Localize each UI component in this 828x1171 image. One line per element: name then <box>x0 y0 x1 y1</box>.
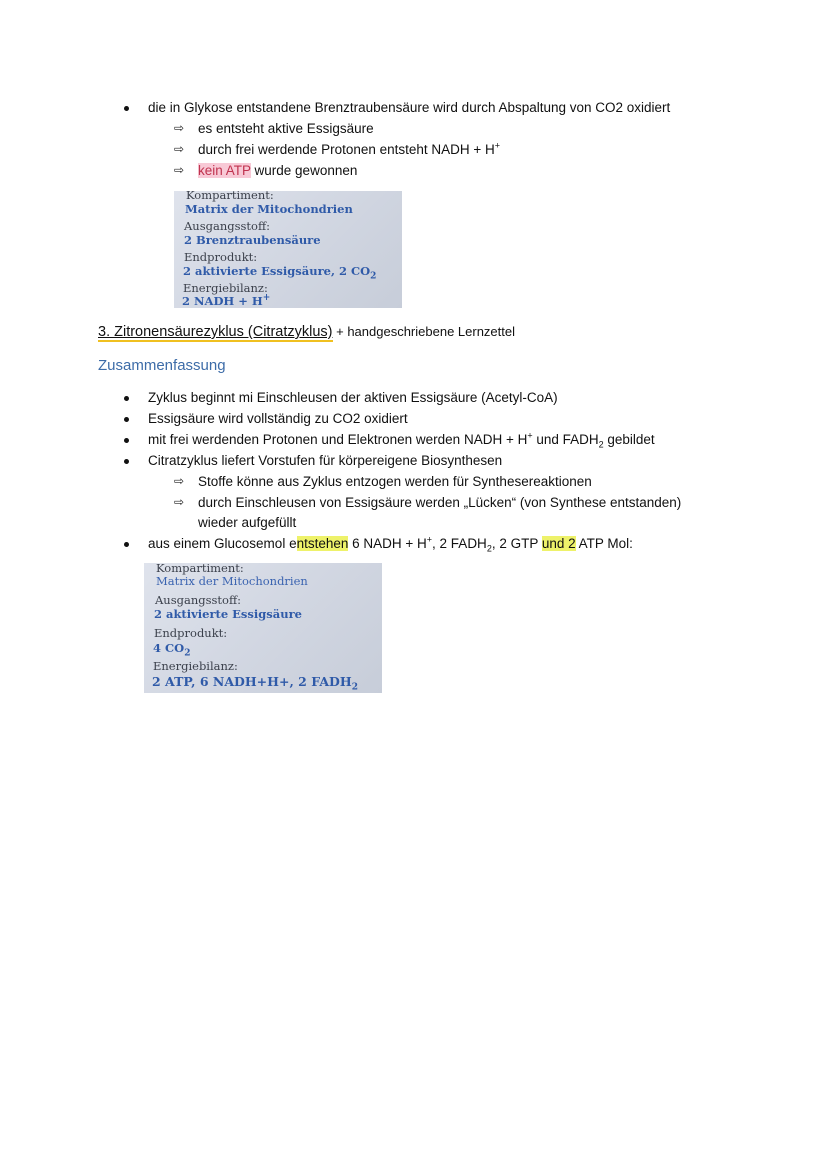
bullet-nadh-fadh-a: mit frei werdenden Protonen und Elektronen werden NADH + H <box>148 432 528 447</box>
bullet-marker <box>124 417 129 422</box>
arrow-icon: ⇨ <box>174 121 185 135</box>
photo-value-ausgangsstoff: 2 aktivierte Essigsäure <box>154 607 302 621</box>
photo-value-endprodukt-text: 2 aktivierte Essigsäure, 2 CO <box>183 264 371 278</box>
bullet-nadh-fadh <box>148 430 655 450</box>
arrow-icon: ⇨ <box>174 495 185 509</box>
sub-nadh-text: durch frei werdende Protonen entsteht NADH + H <box>198 142 495 157</box>
photo-label-kompartiment: Kompartiment: <box>186 191 274 202</box>
superscript-plus: + <box>494 140 501 151</box>
photo-value-endprodukt <box>183 264 376 280</box>
superscript-plus: + <box>426 534 433 545</box>
photo-value-energiebilanz-text: 2 NADH + H <box>182 294 263 308</box>
photo-label-energiebilanz: Energiebilanz: <box>183 281 268 295</box>
photo-value-endprodukt-text: 4 CO <box>153 641 185 655</box>
bullet-marker <box>124 396 129 401</box>
subscript-2: 2 <box>598 439 604 450</box>
subscript-2: 2 <box>370 271 377 282</box>
bullet-essigsaeure-oxidiert: Essigsäure wird vollständig zu CO2 oxidiert <box>148 411 408 426</box>
photo-value-kompartiment: Matrix der Mitochondrien <box>185 202 353 216</box>
heading-suffix: + handgeschriebene Lernzettel <box>332 324 515 339</box>
subscript-2: 2 <box>184 648 191 659</box>
photo-label-energiebilanz: Energiebilanz: <box>153 659 238 673</box>
photo-value-ausgangsstoff: 2 Brenztraubensäure <box>184 233 321 247</box>
bullet-glucosemol-c: , 2 FADH <box>432 536 487 551</box>
heading-title: 3. Zitronensäurezyklus (Citratzyklus) <box>98 324 333 340</box>
bullet-glucosemol-d: , 2 GTP <box>491 536 542 551</box>
photo-value-endprodukt <box>153 641 190 657</box>
bullet-nadh-fadh-c: gebildet <box>603 432 655 447</box>
superscript-plus: + <box>527 430 533 441</box>
bullet-zyklus-beginnt: Zyklus beginnt mi Einschleusen der aktiven Essigsäure (Acetyl-CoA) <box>148 390 558 405</box>
bullet-vorstufen: Citratzyklus liefert Vorstufen für körpereigene Biosynthesen <box>148 453 503 468</box>
photo-label-ausgangsstoff: Ausgangsstoff: <box>155 593 241 607</box>
subheading-zusammenfassung: Zusammenfassung <box>98 357 226 374</box>
bullet-glucosemol <box>148 534 633 554</box>
sub-stoffe-entzogen: Stoffe könne aus Zyklus entzogen werden für Synthesereaktionen <box>198 474 592 489</box>
arrow-icon: ⇨ <box>174 163 185 177</box>
photo-value-energiebilanz <box>182 294 270 308</box>
photo-value-energiebilanz-text: 2 ATP, 6 NADH+H+, 2 FADH <box>152 674 352 689</box>
sub-luecken-line2: wieder aufgefüllt <box>198 515 297 530</box>
bullet-marker <box>124 106 129 111</box>
sub-kein-atp <box>198 161 357 181</box>
bullet-glucosemol-e: ATP Mol: <box>575 536 633 551</box>
highlight-entstehen: ntstehen <box>296 536 349 551</box>
bullet-brenztraubensaeure: die in Glykose entstandene Brenztraubensäure wird durch Abspaltung von CO2 oxidiert <box>148 100 671 115</box>
photo-label-ausgangsstoff: Ausgangsstoff: <box>184 219 270 233</box>
subscript-2: 2 <box>486 543 492 554</box>
sub-luecken-line1: durch Einschleusen von Essigsäure werden „Lücken“ (von Synthese entstanden) <box>198 495 682 510</box>
arrow-icon: ⇨ <box>174 142 185 156</box>
bullet-marker <box>124 459 129 464</box>
bullet-marker <box>124 542 129 547</box>
highlight-kein-atp: kein ATP <box>198 163 251 178</box>
sub-nadh <box>198 140 500 160</box>
sub-aktive-essigsaeure: es entsteht aktive Essigsäure <box>198 121 374 136</box>
section-heading-citratzyklus <box>98 322 515 342</box>
bullet-marker <box>124 438 129 443</box>
bullet-glucosemol-b: 6 NADH + H <box>348 536 427 551</box>
photo-label-endprodukt: Endprodukt: <box>184 250 258 264</box>
photo-value-energiebilanz <box>152 674 358 693</box>
photo-label-endprodukt: Endprodukt: <box>154 626 228 640</box>
photo-value-kompartiment: Matrix der Mitochondrien <box>156 574 308 588</box>
arrow-icon: ⇨ <box>174 474 185 488</box>
highlight-und-2: und 2 <box>541 536 576 551</box>
subscript-2: 2 <box>351 682 358 693</box>
photo-oxidative-decarboxylation-summary <box>174 191 402 308</box>
superscript-plus: + <box>262 293 271 304</box>
photo-label-kompartiment: Kompartiment: <box>156 563 244 575</box>
bullet-glucosemol-a: aus einem Glucosemol e <box>148 536 297 551</box>
sub-kein-atp-rest: wurde gewonnen <box>250 163 358 178</box>
photo-citratzyklus-summary <box>144 563 382 693</box>
bullet-nadh-fadh-b: und FADH <box>532 432 599 447</box>
